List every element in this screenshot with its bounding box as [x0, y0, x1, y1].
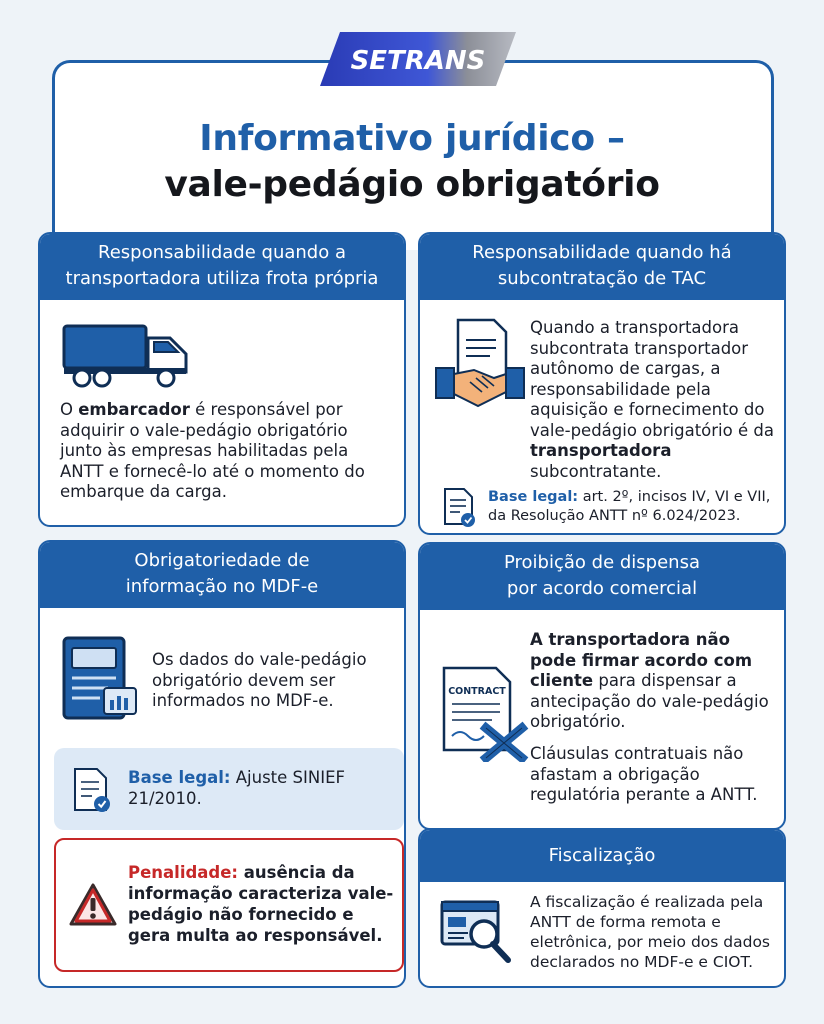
warning-icon	[68, 882, 118, 932]
card-mdfe	[38, 540, 406, 988]
highlight-proibicao: A transportadora não pode firmar acordo com cliente	[530, 630, 753, 690]
page-title-line2: vale-pedágio obrigatório	[164, 164, 660, 205]
handshake-document-icon	[434, 316, 526, 416]
contract-icon-label: CONTRACT	[448, 686, 506, 697]
legal-basis-label: Base legal:	[488, 489, 579, 505]
legal-basis: Base legal: Ajuste SINIEF 21/2010.	[128, 768, 346, 808]
card-text-secondary: Cláusulas contratuais não afastam a obrigação regulatória perante a ANTT.	[530, 744, 758, 804]
card-header-line: Fiscalização	[548, 845, 656, 866]
card-header-line: Responsabilidade quando a	[98, 242, 346, 263]
card-fiscalizacao	[418, 828, 786, 988]
setrans-logo	[318, 28, 518, 90]
card-header-line: por acordo comercial	[506, 578, 698, 599]
card-header	[40, 542, 404, 608]
card-header	[420, 234, 784, 300]
card-subcontratacao-tac	[418, 232, 786, 535]
card-header	[40, 234, 404, 300]
penalty-label: Penalidade:	[128, 863, 239, 882]
card-header-line: informação no MDF-e	[125, 576, 319, 597]
legal-basis: Base legal: art. 2º, incisos IV, VI e VII, da Resolução ANTT nº 6.024/2023.	[488, 489, 771, 524]
legal-basis-box	[54, 748, 404, 830]
card-header-line: transportadora utiliza frota própria	[65, 268, 379, 289]
card-text: Quando a transportadora subcontrata transportador autônomo de cargas, a responsabilidade pela aquisição e fornecimento do vale-pedágio obrigatório é da transportadora subcontratante.	[530, 318, 774, 481]
card-text: A transportadora não pode firmar acordo com cliente para dispensar a antecipação do vale-pedágio obrigatório.	[530, 630, 769, 731]
page-title-line1: Informativo jurídico –	[199, 118, 625, 159]
card-header-line: Proibição de dispensa	[504, 552, 700, 573]
card-header-line: subcontratação de TAC	[497, 268, 707, 289]
card-header-line: Obrigatoriedade de	[134, 550, 310, 571]
monitor-search-icon	[438, 898, 518, 972]
card-acordo-comercial	[418, 542, 786, 830]
contract-cancelled-icon	[440, 664, 532, 766]
penalty-text: Penalidade: ausência da informação caracteriza vale-pedágio não fornecido e gera multa ao responsável.	[128, 863, 394, 945]
card-header-line: Responsabilidade quando há	[472, 242, 732, 263]
logo-text: SETRANS	[350, 46, 486, 76]
legal-document-icon	[442, 486, 478, 532]
card-text: Os dados do vale-pedágio obrigatório devem ser informados no MDF-e.	[152, 650, 367, 710]
truck-icon	[62, 322, 192, 394]
penalty-box	[54, 838, 404, 972]
highlight-transportadora: transportadora	[530, 441, 672, 460]
legal-basis-label: Base legal:	[128, 768, 231, 787]
card-text: A fiscalização é realizada pela ANTT de forma remota e eletrônica, por meio dos dados declarados no MDF-e e CIOT.	[530, 893, 771, 971]
highlight-embarcador: embarcador	[78, 400, 190, 419]
dashboard-document-icon	[60, 636, 140, 728]
legal-document-icon	[72, 766, 112, 818]
card-header	[420, 544, 784, 610]
card-frota-propria	[38, 232, 406, 527]
card-text: O embarcador é responsável por adquirir o vale-pedágio obrigatório junto às empresas habilitadas pela ANTT e fornecê-lo até o momento do embarque da carga.	[60, 400, 365, 501]
card-header	[420, 830, 784, 882]
